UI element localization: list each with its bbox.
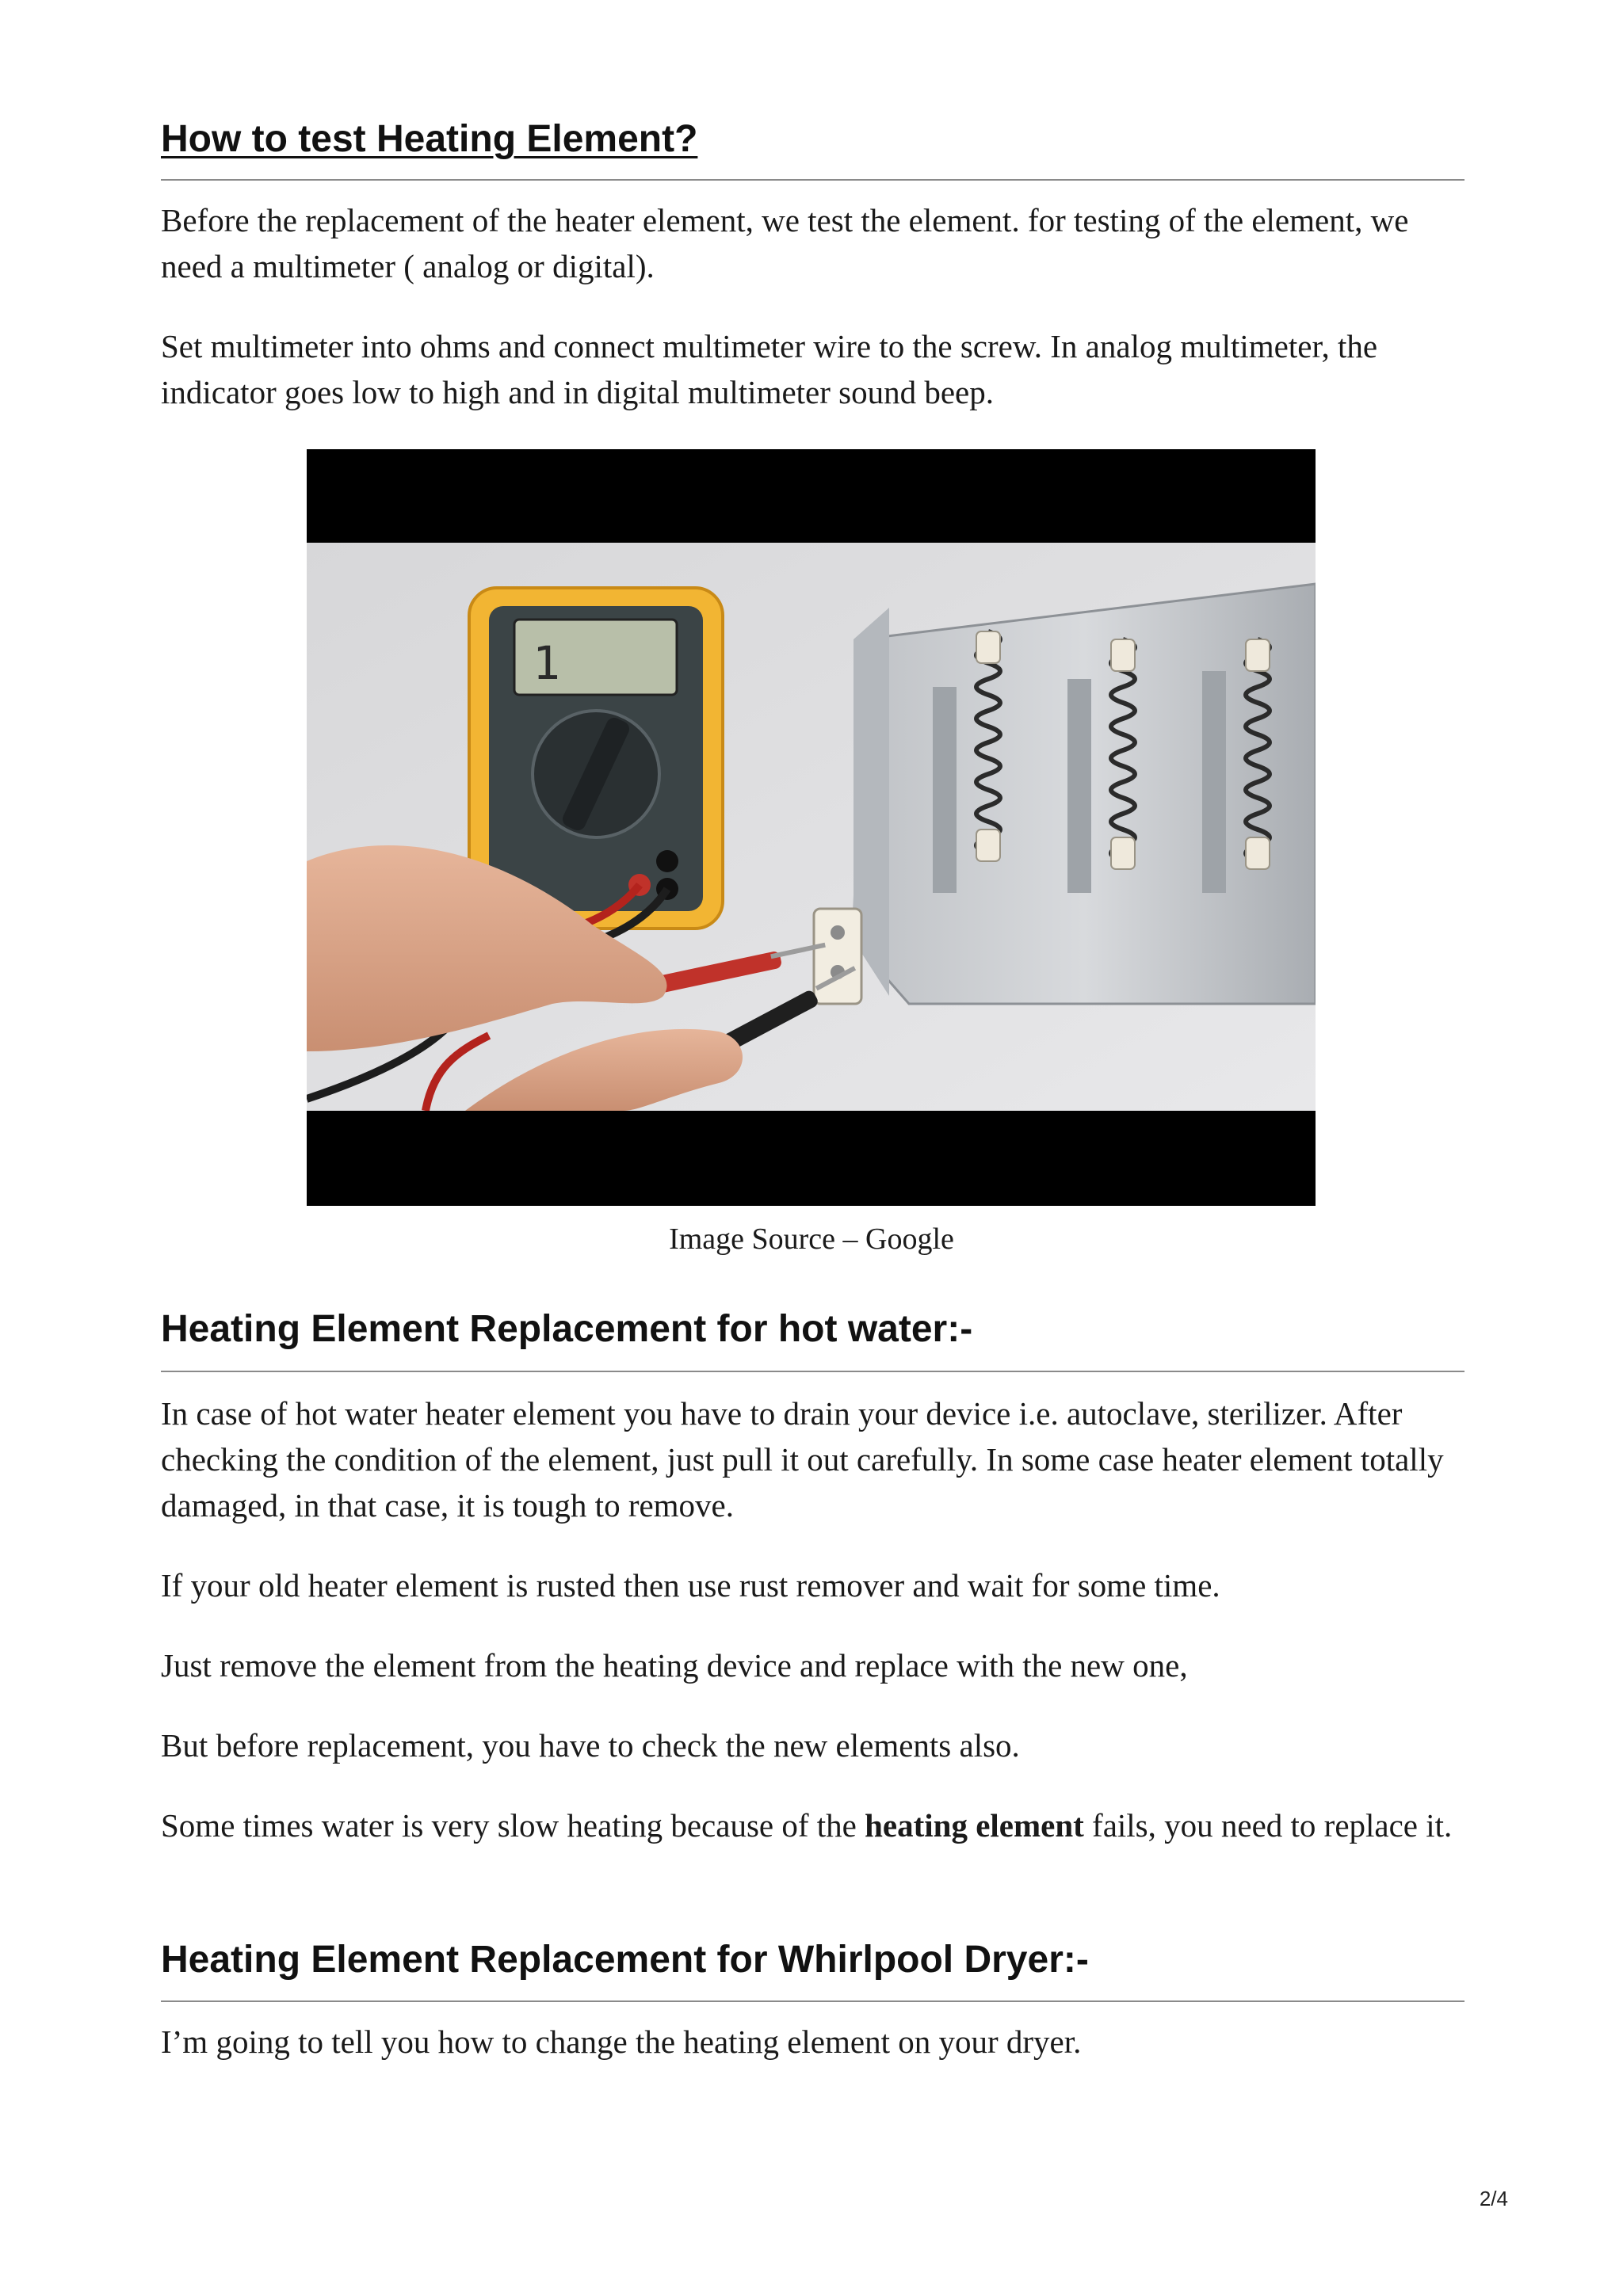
paragraph: If your old heater element is rusted then use rust remover and wait for some time. bbox=[161, 1567, 1220, 1604]
multimeter-photo bbox=[307, 449, 1316, 1206]
heading-rule bbox=[161, 179, 1465, 181]
svg-text:1: 1 bbox=[533, 636, 560, 690]
section-hotwater-body bbox=[161, 1390, 1465, 1848]
bold-keyword: heating element bbox=[865, 1807, 1084, 1844]
section-heading-test: How to test Heating Element? bbox=[161, 118, 698, 160]
section-hotwater-heading-wrap bbox=[161, 1307, 1465, 1351]
heading-rule bbox=[161, 2000, 1465, 2002]
image-caption: Image Source – Google bbox=[669, 1222, 954, 1256]
paragraph: In case of hot water heater element you have to drain your device i.e. autoclave, sterilizer. After checking the condition of the element, just pull it out carefully. In some case heater element totally damaged, in that case, it is tough to remove. bbox=[161, 1395, 1444, 1524]
section-test-body bbox=[161, 197, 1465, 415]
paragraph-with-bold bbox=[161, 1802, 1465, 1848]
section-heading-hot-water: Heating Element Replacement for hot water:- bbox=[161, 1308, 973, 1350]
section-dryer-body bbox=[161, 2019, 1465, 2065]
multimeter-testing-illustration bbox=[307, 449, 1316, 1206]
page-number: 2/4 bbox=[1479, 2187, 1508, 2210]
section-heading-dryer: Heating Element Replacement for Whirlpool Dryer:- bbox=[161, 1939, 1089, 1981]
section-dryer-heading-wrap bbox=[161, 1938, 1465, 1981]
paragraph: Set multimeter into ohms and connect multimeter wire to the screw. In analog multimeter, the indicator goes low to high and in digital multimeter sound beep. bbox=[161, 328, 1378, 410]
paragraph: Just remove the element from the heating device and replace with the new one, bbox=[161, 1647, 1188, 1684]
paragraph: I’m going to tell you how to change the heating element on your dryer. bbox=[161, 2023, 1082, 2060]
section-test-heading-wrap bbox=[161, 117, 1465, 161]
paragraph: Before the replacement of the heater element, we test the element. for testing of the element, we need a multimeter ( analog or digital). bbox=[161, 202, 1409, 284]
paragraph: But before replacement, you have to check the new elements also. bbox=[161, 1727, 1020, 1764]
paragraph-text: fails, you need to replace it. bbox=[1083, 1807, 1453, 1844]
heading-rule bbox=[161, 1371, 1465, 1372]
paragraph-text: Some times water is very slow heating because of the bbox=[161, 1807, 865, 1844]
